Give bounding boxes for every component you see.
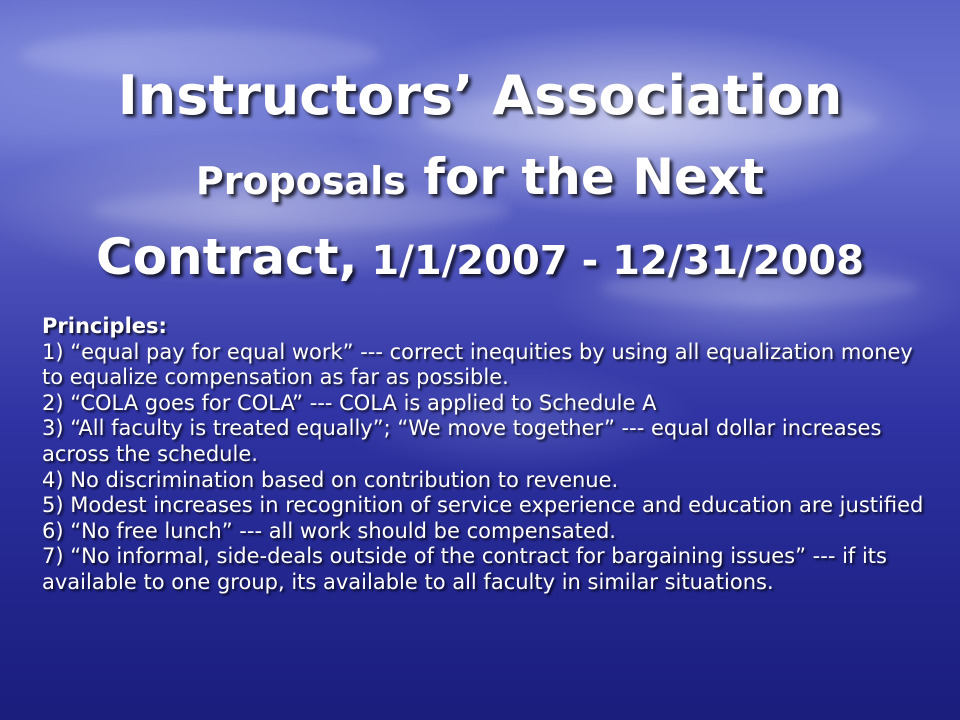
title-line-1-text: Instructors’ Association: [117, 64, 843, 127]
title-line-3b-text: 1/1/2007 - 12/31/2008: [357, 238, 864, 284]
slide-title: [40, 62, 920, 303]
principle-item: 2) “COLA goes for COLA” --- COLA is applied to Schedule A: [42, 390, 657, 415]
principle-item: 1) “equal pay for equal work” --- correct inequities by using all equalization money to equalize compensation as far as possible.: [42, 339, 913, 390]
principle-item: 3) “All faculty is treated equally”; “We move together” --- equal dollar increases across the schedule.: [42, 416, 882, 466]
principle-item: 6) “No free lunch” --- all work should be compensated.: [42, 518, 616, 543]
title-line-3: [40, 223, 920, 303]
principle-item: 4) No discrimination based on contribution to revenue.: [42, 467, 619, 492]
principles-heading: Principles:: [42, 314, 167, 338]
title-line-2a-text: Proposals: [195, 159, 406, 203]
title-line-3a-text: Contract,: [96, 228, 358, 286]
principle-item: 5) Modest increases in recognition of service experience and education are justified: [42, 493, 924, 518]
principles-body: [42, 314, 932, 596]
title-line-1: [40, 62, 920, 143]
title-line-2: [40, 143, 920, 223]
title-line-2b-text: for the Next: [405, 148, 765, 206]
principle-item: 7) “No informal, side-deals outside of the contract for bargaining issues” --- if its available to one group, its available to all faculty in similar situations.: [42, 544, 887, 594]
